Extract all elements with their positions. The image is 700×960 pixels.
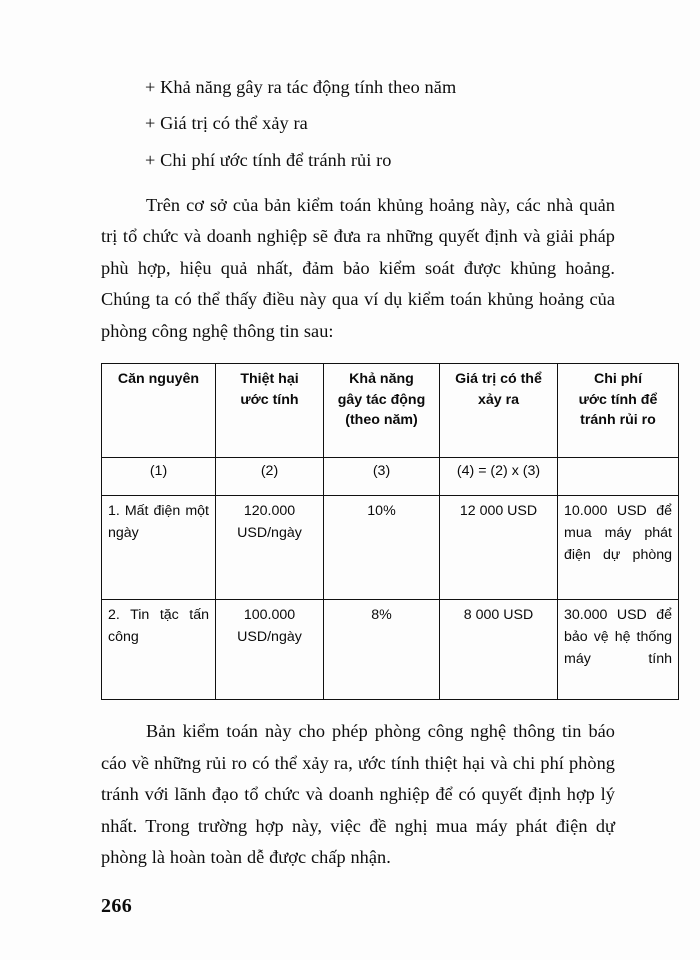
list-item: + Khả năng gây ra tác động tính theo năm [145, 77, 457, 97]
cell-number-2: (2) [216, 458, 324, 496]
cell-possible-value: 8 000 USD [440, 600, 558, 700]
header-line: gây tác động [337, 391, 426, 408]
cell-prevention-cost: 30.000 USD để bảo vệ hệ thống máy tính [558, 600, 679, 700]
cell-number-3: (3) [324, 458, 440, 496]
crisis-audit-table [101, 363, 679, 700]
header-line: Căn nguyên [117, 371, 200, 388]
header-line: Khả năng [349, 371, 414, 388]
column-header-estimated-loss [216, 364, 324, 458]
cell-estimated-loss: 120.000 USD/ngày [216, 496, 324, 600]
list-item: + Giá trị có thể xảy ra [145, 113, 308, 134]
table-row [102, 496, 679, 600]
cell-number-1: (1) [102, 458, 216, 496]
column-header-prevention-cost [558, 364, 679, 458]
cell-prevention-cost: 10.000 USD để mua máy phát điện dự phòng [558, 496, 679, 600]
page-content [101, 77, 672, 874]
cell-number-4: (4) = (2) x (3) [440, 458, 558, 496]
column-header-impact-probability [324, 364, 440, 458]
crisis-audit-table-wrapper [101, 363, 672, 700]
table-numbering-row [102, 458, 679, 496]
column-header-cause [102, 364, 216, 458]
list-item: + Chi phí ước tính để tránh rủi ro [145, 149, 392, 170]
cell-cause: 2. Tin tặc tấn công [102, 600, 216, 700]
header-line: ước tính [240, 391, 299, 408]
header-line: tránh rủi ro [580, 411, 656, 428]
table-row [102, 600, 679, 700]
cell-cause: 1. Mất điện một ngày [102, 496, 216, 600]
cell-estimated-loss: 100.000 USD/ngày [216, 600, 324, 700]
header-line: xảy ra [477, 391, 520, 408]
cell-impact-probability: 10% [324, 496, 440, 600]
table-header-row [102, 364, 679, 458]
cell-impact-probability: 8% [324, 600, 440, 700]
cell-possible-value: 12 000 USD [440, 496, 558, 600]
header-line: Giá trị có thể [455, 371, 542, 388]
header-line: Chi phí [593, 371, 643, 388]
page-number: 266 [101, 895, 133, 917]
table-header [102, 364, 679, 458]
table-body [102, 458, 679, 700]
cell-number-5 [558, 458, 679, 496]
column-header-possible-value [440, 364, 558, 458]
intro-paragraph: Trên cơ sở của bản kiểm toán khủng hoảng này, các nhà quản trị tổ chức và doanh nghiệp sẽ đưa ra những quyết định và giải pháp phù hợp, hiệu quả nhất, đảm bảo kiểm soát được khủng hoảng. Chúng ta có thể thấy điều này qua ví dụ kiểm toán khủng hoảng của phòng công nghệ thông tin sau: [101, 194, 615, 341]
criteria-bullet-list [101, 78, 615, 169]
conclusion-paragraph: Bản kiểm toán này cho phép phòng công nghệ thông tin báo cáo về những rủi ro có thể xảy ra, ước tính thiệt hại và chi phí phòng tránh với lãnh đạo tổ chức và doanh nghiệp để có quyết định hợp lý nhất. Trong trường hợp này, việc đề nghị mua máy phát điện dự phòng là hoàn toàn dễ được chấp nhận. [101, 721, 615, 868]
header-line: ước tính để [578, 391, 658, 408]
header-line: Thiệt hại [240, 371, 299, 388]
header-line: (theo năm) [345, 411, 418, 428]
